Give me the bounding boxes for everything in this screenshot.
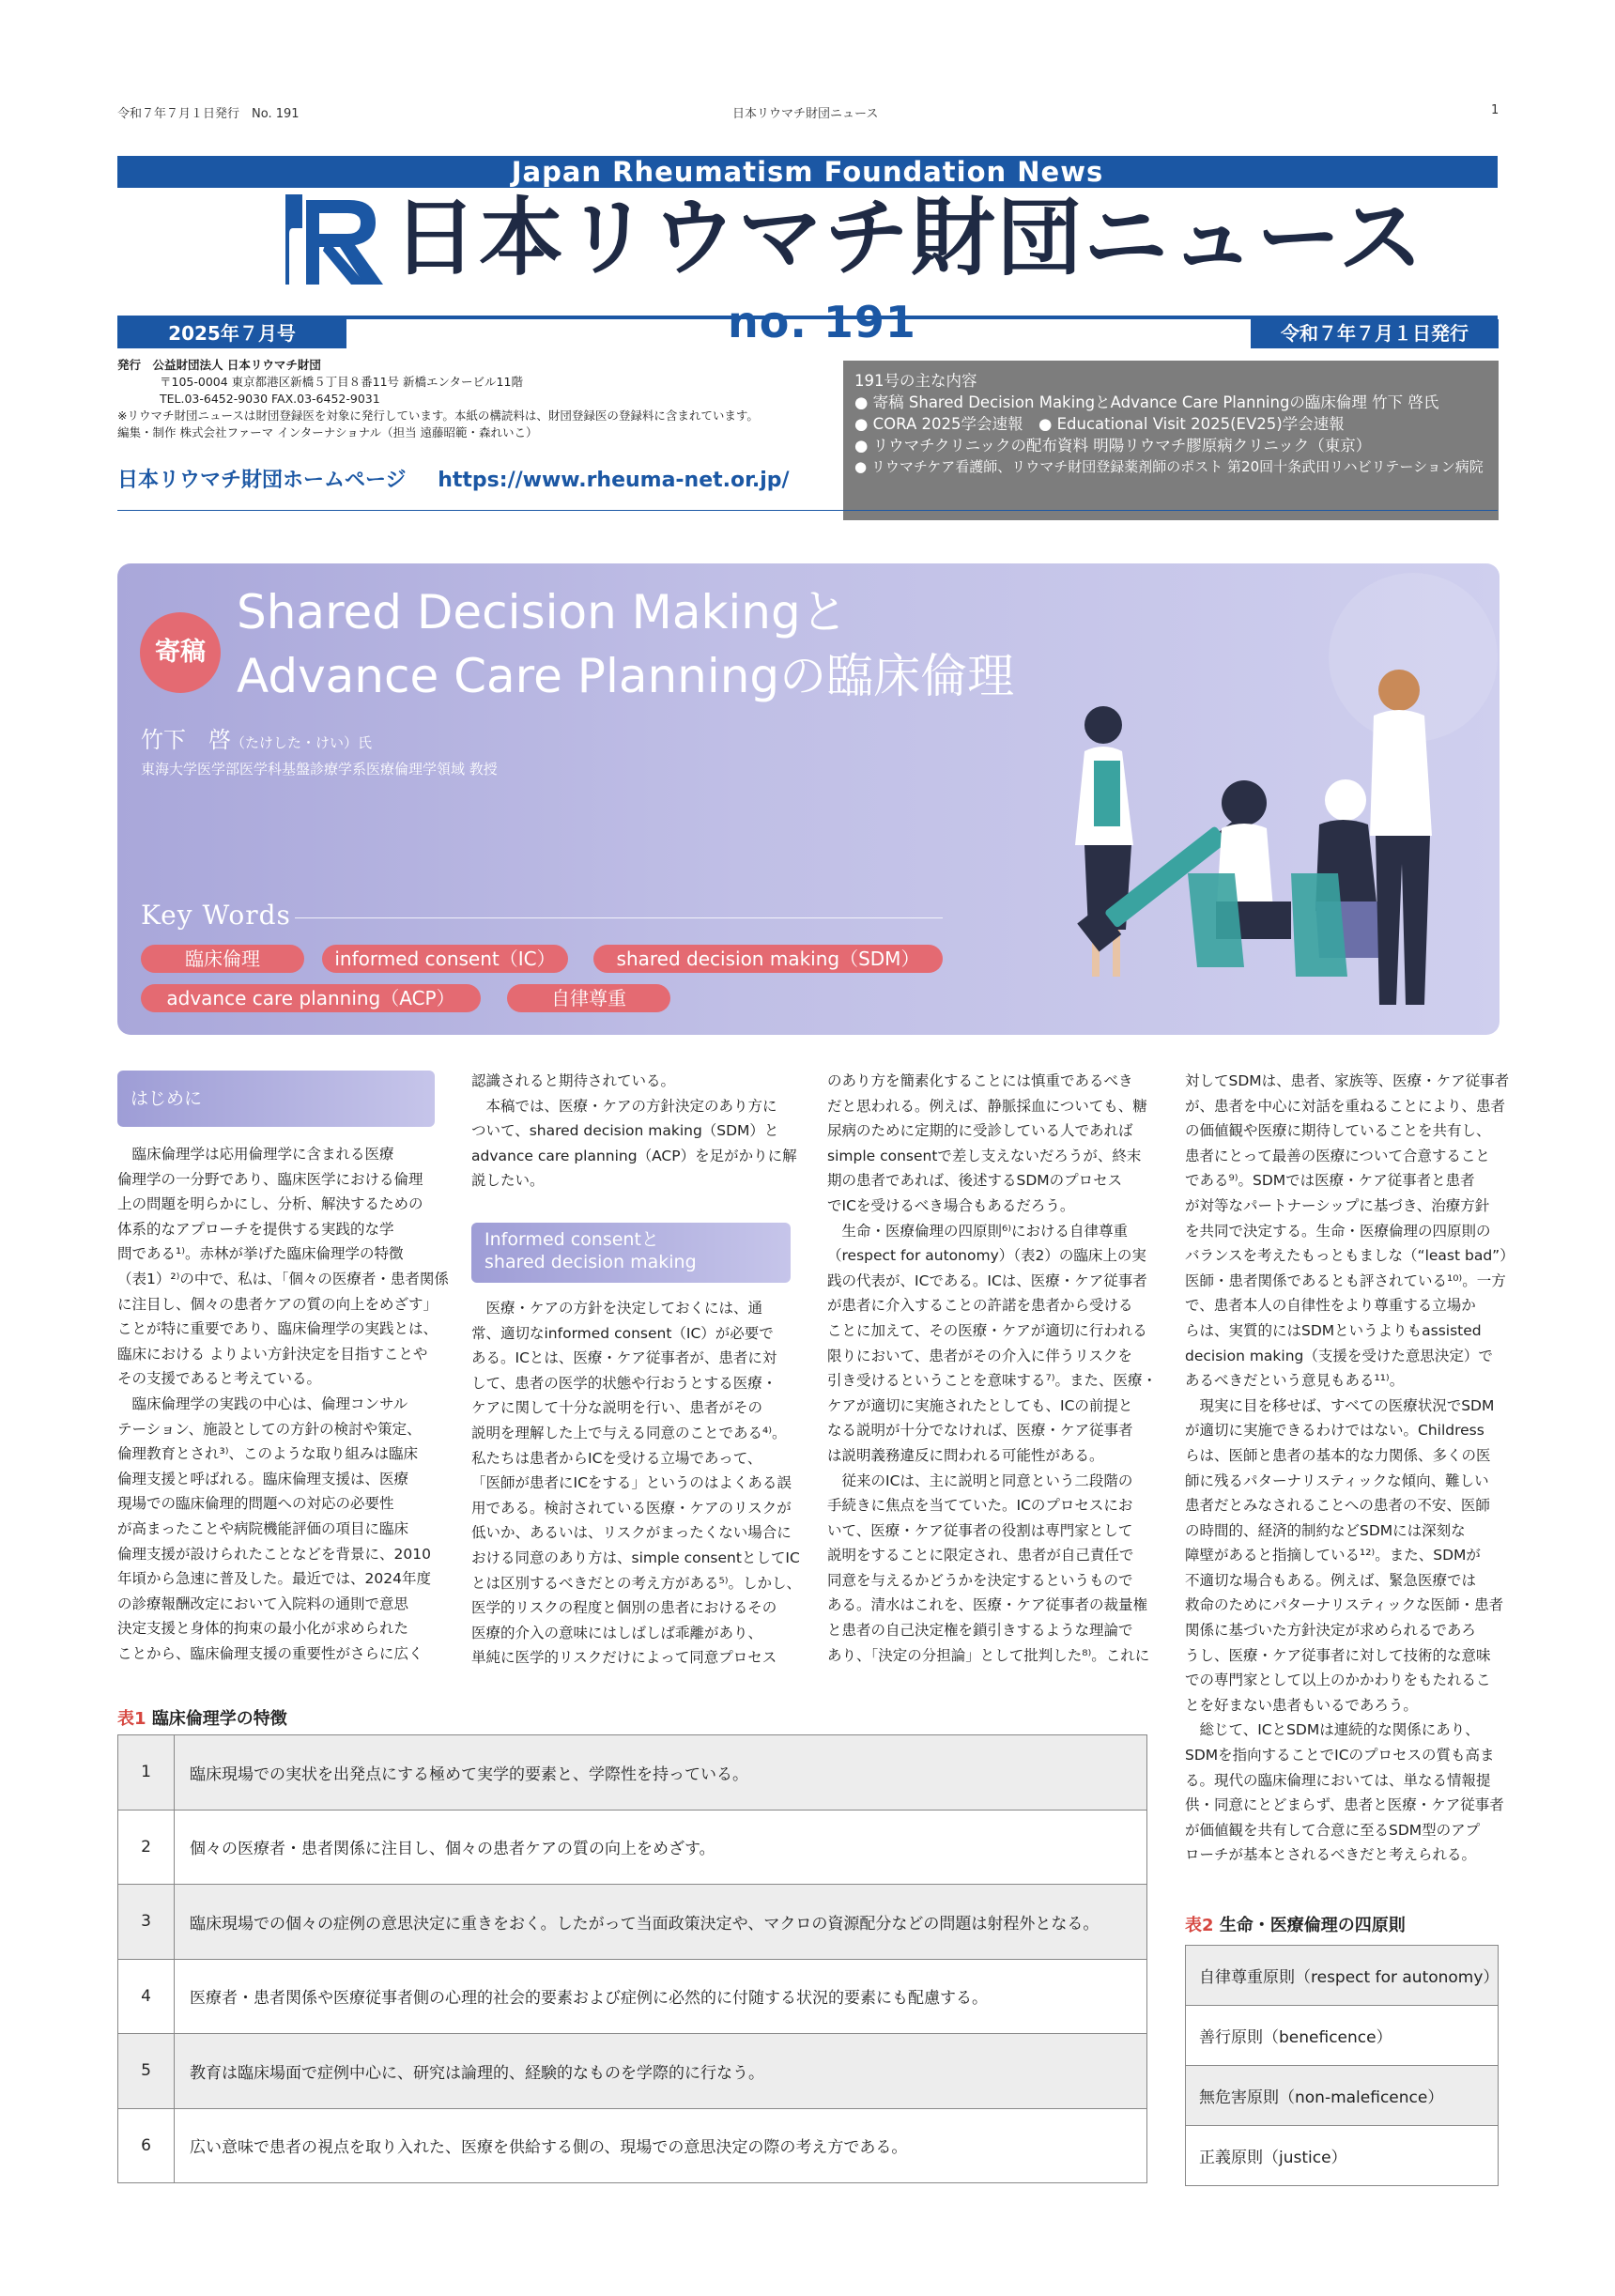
homepage-label: 日本リウマチ財団ホームページ	[117, 469, 407, 492]
body-line: 供・同意にとどまらず、患者と医療・ケア従事者	[1185, 1796, 1504, 1814]
body-line: 臨床倫理学の実践の中心は、倫理コンサル	[117, 1395, 408, 1412]
author-ruby: （たけした・けい）氏	[231, 734, 373, 751]
body-line: 説明を理解した上で与える同意のことである⁴⁾。	[471, 1424, 787, 1441]
body-line: 引き受けるということを意味する⁷⁾。また、医療・	[827, 1372, 1158, 1390]
body-line: 医学的リスクの程度と個別の患者におけるその	[471, 1599, 777, 1617]
page-number: 1	[1491, 103, 1500, 117]
row-number: 4	[118, 1959, 175, 2034]
publisher-editor: 編集・制作 株式会社ファーマ インターナショナル（担当 遠藤昭範・森れいこ）	[117, 425, 538, 439]
body-line: 説明をすることに限定され、患者が自己責任で	[827, 1547, 1134, 1564]
publisher-info	[117, 357, 831, 441]
keyword-pill: advance care planning（ACP）	[141, 984, 481, 1012]
body-line: 問である¹⁾。赤林が挙げた臨床倫理学の特徴	[117, 1245, 404, 1263]
header-divider	[117, 510, 1498, 511]
body-line: のあり方を簡素化することには慎重であるべき	[827, 1072, 1133, 1089]
body-line: ことから、臨床倫理支援の重要性がさらに広く	[117, 1644, 423, 1662]
contents-title: 191号の主な内容	[854, 372, 977, 390]
body-line: 同意を与えるかどうかを決定するというもので	[827, 1571, 1133, 1589]
principle-cell: 善行原則（beneficence）	[1186, 2006, 1499, 2066]
table-row	[118, 2034, 1147, 2109]
keywords-title: Key Words	[141, 900, 291, 931]
body-line: あり、「決定の分担論」として批判した⁸⁾。これに	[827, 1646, 1150, 1664]
body-line: テーション、施設としての方針の検討や策定、	[117, 1420, 422, 1438]
body-line: でICを受けるべき場合もあるだろう。	[827, 1196, 1075, 1214]
row-number: 2	[118, 1810, 175, 1885]
body-line: 現場での臨床倫理的問題への対応の必要性	[117, 1495, 394, 1513]
table1-caption	[117, 1705, 287, 1730]
publisher-name: 公益財団法人 日本リウマチ財団	[152, 358, 321, 372]
issue-number: no. 191	[728, 297, 916, 347]
body-line: 期の患者であれば、後述するSDMのプロセス	[827, 1172, 1123, 1190]
body-line: 師に残るパターナリスティックな傾向、難しい	[1185, 1472, 1489, 1489]
body-line: 臨床における よりよい方針決定を目指すことや	[117, 1345, 428, 1363]
homepage-link[interactable]: https://www.rheuma-net.or.jp/	[438, 469, 790, 492]
body-line: とは区別するべきだとの考え方がある⁵⁾。しかし、	[471, 1574, 802, 1592]
body-line: での専門家として以上のかかわりをもたれるこ	[1185, 1672, 1491, 1689]
body-line: 従来のICは、主に説明と同意という二段階の	[827, 1472, 1133, 1489]
body-line: は説明義務違反に問われる可能性がある。	[827, 1446, 1104, 1464]
body-line: が患者に介入することの許諾を患者から受ける	[827, 1297, 1133, 1315]
article-column-2-bottom	[471, 1296, 802, 1671]
body-line: の診療報酬改定において入院料の通則で意思	[117, 1595, 409, 1612]
body-line: 医療的介入の意味にはしばしば乖離があり、	[471, 1624, 763, 1641]
body-line: 「医師が患者にICをする」というのはよくある誤	[471, 1474, 792, 1492]
publisher-phone: TEL.03-6452-9030 FAX.03-6452-9031	[160, 392, 380, 406]
body-line: 倫理学の一分野であり、臨床医学における倫理	[117, 1170, 423, 1188]
contents-item[interactable]: ● リウマチクリニックの配布資料 明陽リウマチ膠原病クリニック（東京）	[854, 437, 1372, 455]
row-number: 6	[118, 2108, 175, 2183]
issue-date-tag: 令和７年７月１日発行	[1251, 319, 1499, 348]
row-text: 広い意味で患者の視点を取り入れた、医療を供給する側の、現場での意思決定の際の考え方である。	[175, 2108, 1147, 2183]
body-line: 医師・患者関係であるとも評されている¹⁰⁾。一方	[1185, 1271, 1506, 1289]
body-line: いて、医療・ケア従事者の役割は専門家として	[827, 1521, 1133, 1539]
keyword-pill: 臨床倫理	[141, 945, 304, 973]
publisher-address: 〒105-0004 東京都港区新橋５丁目８番11号 新橋エンタービル11階	[160, 375, 523, 389]
row-text: 個々の医療者・患者関係に注目し、個々の患者ケアの質の向上をめざす。	[175, 1810, 1147, 1885]
english-banner: Japan Rheumatism Foundation News	[117, 156, 1498, 188]
homepage-line	[117, 464, 790, 493]
table-row	[1186, 2006, 1499, 2066]
table1	[117, 1734, 1147, 2183]
principle-cell: 正義原則（justice）	[1186, 2126, 1499, 2186]
body-line: 臨床倫理学は応用倫理学に含まれる医療	[117, 1146, 394, 1163]
body-line: advance care planning（ACP）を足がかりに解	[471, 1147, 797, 1164]
article-type-badge: 寄稿	[140, 612, 221, 693]
body-line: 関係に基づいた方針決定が求められるであろ	[1185, 1622, 1476, 1640]
body-line: が高まったことや病院機能評価の項目に臨床	[117, 1519, 409, 1537]
body-line: ことに加えて、その医療・ケアが適切に行われる	[827, 1321, 1147, 1339]
body-line: を共同で決定する。生命・医療倫理の四原則の	[1185, 1222, 1491, 1240]
body-line: おける同意のあり方は、simple consentとしてIC	[471, 1549, 800, 1566]
body-line: decision making（支援を受けた意思決定）で	[1185, 1347, 1493, 1364]
body-line: が対等なパートナーシップに基づき、治療方針	[1185, 1196, 1490, 1214]
body-line: 医療・ケアの方針を決定しておくには、通	[471, 1300, 763, 1317]
body-line: ローチが基本とされるべきだと考えられる。	[1185, 1846, 1477, 1864]
table-row	[1186, 2126, 1499, 2186]
body-line: 体系的なアプローチを提供する実践的な学	[117, 1220, 394, 1238]
table-row	[118, 1959, 1147, 2034]
masthead-title: 日本リウマチ財団ニュース	[392, 189, 1425, 287]
article-title-line1: Shared Decision Makingと	[237, 585, 848, 639]
article-title	[237, 580, 1014, 708]
table-row	[118, 1885, 1147, 1960]
article-column-2-top	[471, 1069, 797, 1194]
author-name-text: 竹下 啓	[141, 727, 231, 753]
body-line: なる説明が十分でなければ、医療・ケア従事者	[827, 1422, 1133, 1440]
table-row	[1186, 1946, 1499, 2006]
running-title: 日本リウマチ財団ニュース	[732, 107, 879, 121]
table2-caption-prefix: 表2	[1185, 1916, 1214, 1935]
table1-caption-text: 臨床倫理学の特徴	[151, 1709, 287, 1729]
body-line: に注目し、個々の患者ケアの質の向上をめざす」	[117, 1295, 438, 1313]
body-line: ことが特に重要であり、臨床倫理学の実践とは、	[117, 1320, 438, 1338]
table-row	[1186, 2066, 1499, 2126]
body-line: 用である。検討されている医療・ケアのリスクが	[471, 1499, 792, 1517]
body-line: 総じて、ICとSDMは連続的な関係にあり、	[1185, 1721, 1480, 1739]
body-line: あるべきだという意見もある¹¹⁾。	[1185, 1372, 1405, 1390]
row-text: 臨床現場での個々の症例の意思決定に重きをおく。したがって当面政策決定や、マクロの資源配分などの問題は射程外となる。	[175, 1885, 1147, 1960]
keywords-rule	[295, 917, 943, 918]
body-line: 決定支援と身体的拘束の最小化が求められた	[117, 1620, 409, 1638]
body-line: る。現代の臨床倫理においては、単なる情報提	[1185, 1771, 1491, 1789]
body-line: （表1）²⁾の中で、私は、「個々の医療者・患者関係	[117, 1270, 449, 1287]
body-line: 救命のためにパターナリスティックな医師・患者	[1185, 1596, 1504, 1614]
publisher-note: ※リウマチ財団ニュースは財団登録医を対象に発行しています。本紙の構読料は、財団登録医の登録料に含まれています。	[117, 408, 759, 423]
body-line: うし、医療・ケア従事者に対して技術的な意味	[1185, 1646, 1491, 1664]
body-line: の価値観や医療に期待していることを共有し、	[1185, 1122, 1491, 1140]
body-line: ついて、shared decision making（SDM）と	[471, 1122, 779, 1140]
table2	[1185, 1945, 1499, 2186]
body-line: SDMを指向することでICのプロセスの質も高ま	[1185, 1747, 1495, 1764]
contents-item[interactable]: ● リウマチケア看護師、リウマチ財団登録薬剤師のポスト 第20回十条武田リハビリテーション病院	[854, 458, 1484, 475]
author-name	[141, 721, 372, 754]
body-line: と患者の自己決定権を鎖引きするような理論で	[827, 1622, 1133, 1640]
body-line: （respect for autonomy）（表2）の臨床上の実	[827, 1247, 1146, 1265]
body-line: 不適切な場合もある。例えば、緊急医療では	[1185, 1571, 1477, 1589]
keyword-pill: 自律尊重	[507, 984, 670, 1012]
body-line: 説したい。	[471, 1172, 545, 1190]
row-text: 教育は臨床場面で症例中心に、研究は論理的、経験的なものを学際的に行なう。	[175, 2034, 1147, 2109]
row-text: 医療者・患者関係や医療従事者側の心理的社会的要素および症例に必然的に付随する状況的要素にも配慮する。	[175, 1959, 1147, 2034]
table2-caption	[1185, 1912, 1406, 1936]
body-line: 常、適切なinformed consent（IC）が必要で	[471, 1324, 774, 1342]
row-number: 3	[118, 1885, 175, 1960]
body-line: 倫理支援が設けられたことなどを背景に、2010	[117, 1545, 431, 1563]
keyword-pill: shared decision making（SDM）	[593, 945, 943, 973]
article-title-line2: Advance Care Planningの臨床倫理	[237, 649, 1015, 703]
contents-item[interactable]: ● 寄稿 Shared Decision MakingとAdvance Care Planningの臨床倫理 竹下 啓氏	[854, 393, 1439, 411]
row-number: 5	[118, 2034, 175, 2109]
body-line: 本稿では、医療・ケアの方針決定のあり方に	[471, 1097, 777, 1115]
body-line: バランスを考えたもっともましな（“least bad”）	[1185, 1247, 1515, 1265]
issue-date-line: 令和７年７月１日発行 No. 191	[117, 107, 300, 121]
section-heading-ic-sdm	[471, 1223, 791, 1283]
article-column-1	[117, 1142, 449, 1666]
section-heading-line2: shared decision making	[484, 1252, 697, 1272]
body-line: 低いか、あるいは、リスクがまったくない場合に	[471, 1524, 792, 1542]
principle-cell: 無危害原則（non-maleficence）	[1186, 2066, 1499, 2126]
body-line: 践の代表が、ICである。ICは、医療・ケア従事者	[827, 1271, 1147, 1289]
body-line: らは、医師と患者の基本的な力関係、多くの医	[1185, 1446, 1491, 1464]
body-line: ケアが適切に実施されたとしても、ICの前提と	[827, 1396, 1133, 1414]
contents-item[interactable]: ● CORA 2025学会速報 ● Educational Visit 2025(EV25)学会速報	[854, 415, 1345, 433]
body-line: 倫理教育とされ³⁾、このような取り組みは臨床	[117, 1445, 419, 1463]
body-line: 手続きに焦点を当てていた。ICのプロセスにお	[827, 1497, 1133, 1515]
foundation-logo-icon	[285, 194, 383, 285]
principle-cell: 自律尊重原則（respect for autonomy）	[1186, 1946, 1499, 2006]
body-line: 限りにおいて、患者がその介入に伴うリスクを	[827, 1347, 1132, 1364]
body-line: simple consentで差し支えないだろうが、終末	[827, 1147, 1142, 1164]
body-line: が適切に実施できるわけではない。Childress	[1185, 1422, 1484, 1440]
article-column-3	[827, 1069, 1158, 1668]
body-line: して、患者の医学的状態や行おうとする医療・	[471, 1374, 777, 1392]
keyword-pill: informed consent（IC）	[322, 945, 568, 973]
section-heading-line1: Informed consentと	[484, 1229, 659, 1250]
body-line: 現実に目を移せば、すべての医療状況でSDM	[1185, 1396, 1495, 1414]
article-column-4	[1185, 1069, 1515, 1868]
body-line: 患者にとって最善の医療について合意すること	[1185, 1147, 1490, 1164]
row-number: 1	[118, 1735, 175, 1811]
row-text: 臨床現場での実状を出発点にする極めて実学的要素と、学際性を持っている。	[175, 1735, 1147, 1811]
table-row	[118, 1810, 1147, 1885]
body-line: である⁹⁾。SDMでは医療・ケア従事者と患者	[1185, 1172, 1475, 1190]
body-line: が価値観を共有して合意に至るSDM型のアプ	[1185, 1821, 1481, 1839]
body-line: とを好まない患者もいるであろう。	[1185, 1696, 1418, 1714]
body-line: が、患者を中心に対話を重ねることにより、患者	[1185, 1097, 1506, 1115]
table2-caption-text: 生命・医療倫理の四原則	[1219, 1916, 1406, 1935]
body-line: 尿病のために定期的に受診している人であれば	[827, 1122, 1133, 1140]
body-line: で、患者本人の自律性をより尊重する立場か	[1185, 1297, 1476, 1315]
body-line: ある。清水はこれを、医療・ケア従事者の裁量権	[827, 1596, 1148, 1614]
body-line: 生命・医療倫理の四原則⁶⁾における自律尊重	[827, 1222, 1129, 1240]
body-line: 上の問題を明らかにし、分析、解決するための	[117, 1195, 423, 1213]
table-row	[118, 1735, 1147, 1811]
publisher-label: 発行	[117, 358, 142, 372]
body-line: 障壁があると指摘している¹²⁾。また、SDMが	[1185, 1547, 1481, 1564]
body-line: 倫理支援と呼ばれる。臨床倫理支援は、医療	[117, 1470, 409, 1487]
body-line: 私たちは患者からICを受ける立場であって、	[471, 1449, 762, 1467]
body-line: らは、実質的にはSDMというよりもassisted	[1185, 1321, 1482, 1339]
body-line: 患者だとみなされることへの患者の不安、医師	[1185, 1497, 1490, 1515]
body-line: 年頃から急速に普及した。最近では、2024年度	[117, 1570, 431, 1588]
table1-caption-prefix: 表1	[117, 1709, 146, 1729]
body-line: 単純に医学的リスクだけによって同意プロセス	[471, 1649, 777, 1667]
body-line: だと思われる。例えば、静脈採血についても、糖	[827, 1097, 1147, 1115]
body-line: ある。ICとは、医療・ケア従事者が、患者に対	[471, 1349, 777, 1367]
contents-box	[843, 361, 1499, 520]
body-line: その支援であると考えている。	[117, 1370, 322, 1388]
table-row	[118, 2108, 1147, 2183]
section-heading-intro: はじめに	[117, 1071, 435, 1127]
issue-month-tag: 2025年７月号	[117, 319, 346, 348]
body-line: の時間的、経済的制約などSDMには深刻な	[1185, 1521, 1466, 1539]
body-line: 対してSDMは、患者、家族等、医療・ケア従事者	[1185, 1072, 1510, 1089]
author-affiliation: 東海大学医学部医学科基盤診療学系医療倫理学領域 教授	[141, 761, 498, 778]
body-line: 認識されると期待されている。	[471, 1072, 676, 1089]
body-line: ケアに関して十分な説明を行い、患者がその	[471, 1399, 763, 1417]
